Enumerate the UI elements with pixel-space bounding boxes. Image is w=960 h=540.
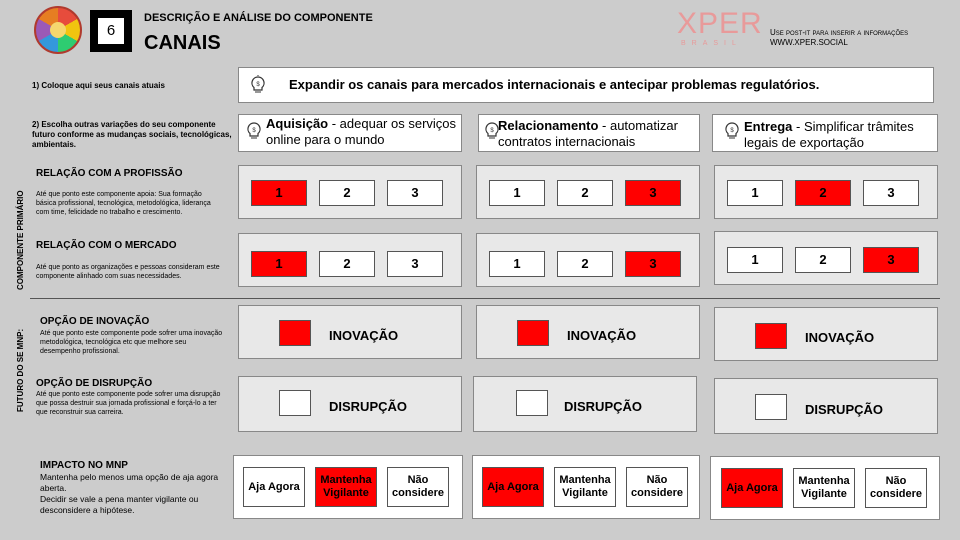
profissao-desc: Até que ponto este componente apoia: Sua formação básica profissional, tecnológica, metodológica, liderança com time, felicidade no trabalho e crescimento. [36, 191, 211, 216]
rating-value: 2 [343, 185, 351, 200]
post-it-note [770, 28, 908, 48]
inovacao-label: INOVAÇÃO [329, 328, 399, 343]
variation-option-1-text [266, 116, 462, 148]
xper-logo-text: XPER [677, 7, 763, 40]
svg-text:$: $ [256, 82, 260, 88]
mercado-title: RELAÇÃO COM O MERCADO [36, 240, 177, 251]
rating-value: 3 [649, 256, 657, 271]
step1-label: 1) Coloque aqui seus canais atuais [32, 81, 165, 90]
rating-cell[interactable] [863, 180, 919, 206]
impacto-group-2 [472, 455, 700, 519]
inovacao-option-2 [476, 305, 700, 359]
impacto-desc-line1: Mantenha pelo menos uma opção de aja agora aberta. [40, 472, 219, 493]
post-it-note-url: WWW.XPER.SOCIAL [770, 38, 848, 47]
side-label-primary: COMPONENTE PRIMÁRIO [16, 190, 25, 290]
rating-value: 2 [819, 252, 827, 267]
inovacao-desc: Até que ponto este componente pode sofrer uma inovação metodológica, tecnológica etc que melhore seu desempenho profissional. [40, 330, 223, 355]
impacto-title: IMPACTO NO MNP [40, 460, 128, 471]
disrupcao-label: DISRUPÇÃO [564, 399, 643, 414]
rating-value: 3 [649, 185, 657, 200]
impacto-option-label: Não considere [870, 475, 922, 500]
variation-option-3[interactable] [712, 114, 938, 152]
variation-option-3-desc: - Simplificar trâmites legais de exportação [744, 119, 914, 150]
disrupcao-label: DISRUPÇÃO [805, 402, 884, 417]
rating-value: 1 [275, 185, 283, 200]
mercado-rating-1 [238, 233, 462, 287]
app-logo [34, 6, 82, 54]
section-divider [30, 298, 940, 299]
lightbulb-icon [249, 75, 267, 95]
impacto-option-label: Não considere [392, 474, 444, 499]
variation-option-2-bold: Relacionamento [498, 118, 599, 133]
lightbulb-icon [245, 121, 263, 141]
rating-cell[interactable] [251, 251, 307, 277]
variation-option-1[interactable] [238, 114, 462, 152]
rating-cell[interactable] [625, 180, 681, 206]
rating-value: 1 [751, 252, 759, 267]
inovacao-label: INOVAÇÃO [805, 330, 875, 345]
variation-option-2[interactable] [478, 114, 700, 152]
variation-option-2-text [498, 118, 700, 150]
lightbulb-icon [723, 121, 741, 141]
variation-option-1-bold: Aquisição [266, 116, 329, 131]
impacto-option[interactable] [387, 467, 449, 507]
variation-option-2-desc: - automatizar contratos internacionais [498, 118, 678, 149]
rating-cell[interactable] [319, 251, 375, 277]
disrupcao-checkbox[interactable] [279, 390, 311, 416]
rating-value: 3 [887, 185, 895, 200]
rating-value: 3 [887, 252, 895, 267]
profissao-title: RELAÇÃO COM A PROFISSÃO [36, 168, 183, 179]
mercado-rating-2 [476, 233, 700, 287]
variation-option-3-text [744, 119, 938, 151]
profissao-rating-3 [714, 165, 938, 219]
page-subtitle: DESCRIÇÃO E ANÁLISE DO COMPONENTE [144, 12, 373, 24]
rating-value: 1 [513, 256, 521, 271]
rating-cell[interactable] [795, 247, 851, 273]
rating-cell[interactable] [557, 180, 613, 206]
rating-value: 3 [411, 256, 419, 271]
rating-value: 3 [411, 185, 419, 200]
svg-text:$: $ [490, 128, 494, 134]
rating-cell[interactable] [557, 251, 613, 277]
variation-option-3-bold: Entrega [744, 119, 793, 134]
impacto-desc [40, 472, 226, 516]
profissao-rating-2 [476, 165, 700, 219]
rating-cell[interactable] [387, 251, 443, 277]
disrupcao-option-3 [714, 378, 938, 434]
rating-value: 2 [581, 256, 589, 271]
variation-option-1-desc: - adequar os serviços online para o mundo [266, 116, 457, 147]
step2-label: 2) Escolha outras variações do seu componente futuro conforme as mudanças sociais, tecnológicas, ambientais. [32, 120, 232, 149]
xper-logo-sub: BRASIL [681, 40, 742, 47]
rating-cell[interactable] [727, 180, 783, 206]
impacto-option[interactable] [243, 467, 305, 507]
xper-logo [677, 7, 763, 54]
impacto-option[interactable] [626, 467, 688, 507]
impacto-group-1 [233, 455, 463, 519]
inovacao-checkbox[interactable] [279, 320, 311, 346]
impacto-option-label: Aja Agora [487, 480, 539, 493]
rating-cell[interactable] [727, 247, 783, 273]
side-label-future: FUTURO DO SE MNP: [16, 328, 25, 412]
page-title: CANAIS [144, 32, 221, 54]
impacto-desc-line2: Decidir se vale a pena manter vigilante ou desconsidere a hipótese. [40, 494, 199, 515]
post-it-note-line1: Use post-it para inserir a informações [770, 28, 909, 37]
impacto-option-label: Aja Agora [248, 480, 300, 493]
rating-cell[interactable] [625, 251, 681, 277]
component-number: 6 [96, 16, 126, 46]
impacto-option-label: Não considere [631, 474, 683, 499]
rating-value: 1 [751, 185, 759, 200]
disrupcao-option-2 [473, 376, 697, 432]
impacto-option[interactable] [315, 467, 377, 507]
svg-text:$: $ [730, 128, 734, 134]
current-channels-box[interactable] [238, 67, 934, 103]
impacto-option[interactable] [554, 467, 616, 507]
disrupcao-checkbox[interactable] [516, 390, 548, 416]
inovacao-checkbox[interactable] [517, 320, 549, 346]
disrupcao-title: OPÇÃO DE DISRUPÇÃO [36, 378, 153, 389]
rating-cell[interactable] [251, 180, 307, 206]
svg-text:$: $ [252, 128, 256, 134]
inovacao-option-3 [714, 307, 938, 361]
rating-value: 1 [513, 185, 521, 200]
current-channels-text: Expandir os canais para mercados internacionais e antecipar problemas regulatórios. [289, 77, 820, 92]
impacto-option-label: Mantenha Vigilante [798, 475, 850, 500]
rating-cell[interactable] [387, 180, 443, 206]
inovacao-title: OPÇÃO DE INOVAÇÃO [40, 316, 150, 327]
impacto-option[interactable] [482, 467, 544, 507]
impacto-group-3 [710, 456, 940, 520]
impacto-option-label: Mantenha Vigilante [559, 474, 611, 499]
disrupcao-checkbox[interactable] [755, 394, 787, 420]
rating-value: 2 [343, 256, 351, 271]
rating-cell[interactable] [863, 247, 919, 273]
rating-cell[interactable] [319, 180, 375, 206]
mercado-desc: Até que ponto as organizações e pessoas consideram este componente alinhado com suas necessidades. [36, 264, 220, 280]
disrupcao-label: DISRUPÇÃO [329, 399, 408, 414]
disrupcao-option-1 [238, 376, 462, 432]
rating-value: 2 [581, 185, 589, 200]
rating-value: 1 [275, 256, 283, 271]
component-number-badge [90, 10, 132, 52]
rating-cell[interactable] [795, 180, 851, 206]
inovacao-option-1 [238, 305, 462, 359]
disrupcao-desc: Até que ponto este componente pode sofrer uma disrupção que possa destruir sua jornada profissional e forçá-lo a ter que reconstruir sua carreira. [36, 391, 221, 416]
inovacao-label: INOVAÇÃO [567, 328, 637, 343]
impacto-option[interactable] [793, 468, 855, 508]
impacto-option-label: Mantenha Vigilante [320, 474, 372, 499]
rating-cell[interactable] [489, 251, 545, 277]
mercado-rating-3 [714, 231, 938, 285]
inovacao-checkbox[interactable] [755, 323, 787, 349]
impacto-option[interactable] [865, 468, 927, 508]
impacto-option[interactable] [721, 468, 783, 508]
impacto-option-label: Aja Agora [726, 481, 778, 494]
rating-value: 2 [819, 185, 827, 200]
rating-cell[interactable] [489, 180, 545, 206]
profissao-rating-1 [238, 165, 462, 219]
